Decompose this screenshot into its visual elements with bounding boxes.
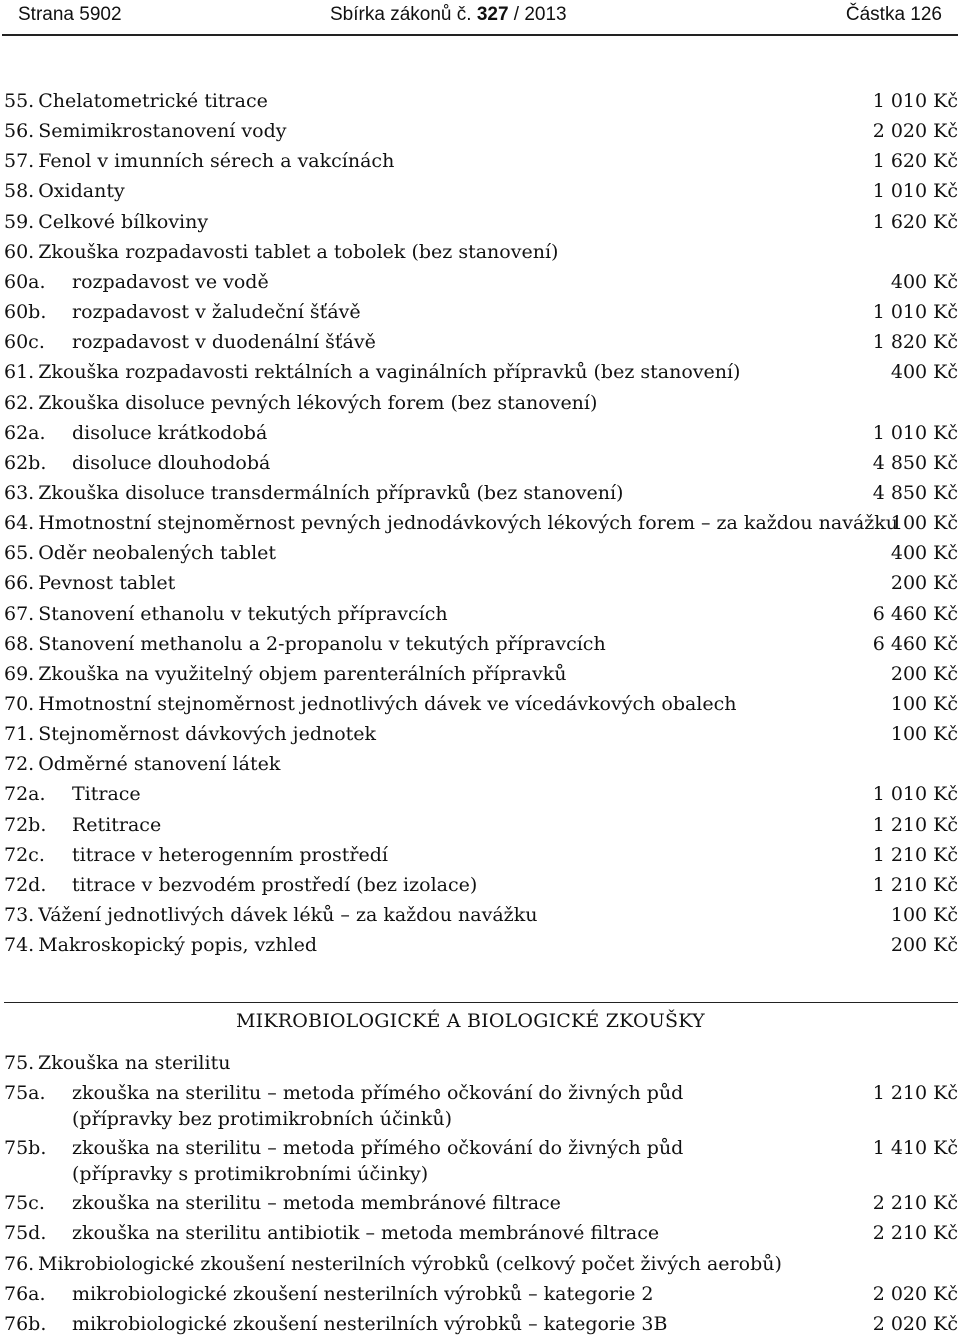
item-price: 1 620 Kč: [872, 150, 958, 173]
item-text: [4, 327, 376, 357]
list-item: [4, 1280, 958, 1310]
item-label: Celkové bílkoviny: [38, 210, 209, 233]
section-divider: [4, 1002, 958, 1003]
item-number: 59.: [4, 210, 35, 233]
item-number: 58.: [4, 180, 35, 203]
item-text: [72, 1280, 653, 1308]
item-price: 1 010 Kč: [872, 90, 958, 112]
item-text: [4, 357, 740, 387]
item-number: 64.: [4, 512, 35, 535]
item-text: [4, 116, 287, 146]
item-label: Zkouška rozpadavosti rektálních a vaginálních přípravků (bez stanovení): [38, 361, 741, 384]
item-number: 71.: [4, 723, 35, 746]
collection-title: [330, 4, 567, 26]
list-item: [4, 176, 958, 206]
item-label: Makroskopický popis, vzhled: [38, 934, 318, 957]
item-text: [4, 629, 606, 659]
item-price: 200 Kč: [890, 662, 958, 685]
item-price: 100 Kč: [890, 723, 958, 746]
item-label: Hmotnostní stejnoměrnost jednotlivých dávek ve vícedávkových obalech: [38, 693, 737, 715]
item-label: zkouška na sterilitu antibiotik – metoda membránové filtrace: [72, 1222, 660, 1245]
item-price: 6 460 Kč: [872, 602, 958, 625]
item-label: mikrobiologické zkoušení nesterilních výrobků – kategorie 2: [72, 1282, 654, 1305]
item-label-continuation: (přípravky bez protimikrobních účinků): [72, 1108, 453, 1131]
item-label: zkouška na sterilitu – metoda přímého očkování do živných půd: [72, 1082, 684, 1105]
item-label: Retitrace: [72, 813, 162, 836]
list-item: [4, 207, 958, 237]
item-number: 62.: [4, 391, 35, 414]
item-text: [4, 779, 141, 809]
list-item: [4, 297, 958, 327]
item-label-continuation: (přípravky s protimikrobními účinky): [72, 1163, 429, 1186]
item-text: [38, 1049, 230, 1077]
item-price: 1 620 Kč: [872, 210, 958, 233]
item-text: [4, 237, 558, 267]
item-price: 1 820 Kč: [872, 331, 958, 354]
item-number: 61.: [4, 361, 35, 384]
list-item: [4, 1189, 958, 1219]
item-price: 6 460 Kč: [872, 632, 958, 655]
item-label: rozpadavost ve vodě: [72, 270, 269, 293]
item-label: Pevnost tablet: [38, 572, 176, 595]
item-price: 400 Kč: [890, 270, 958, 293]
item-price: 100 Kč: [890, 512, 958, 535]
item-label: Oděr neobalených tablet: [38, 542, 277, 565]
item-number: 65.: [4, 542, 35, 565]
item-label: titrace v bezvodém prostředí (bez izolace): [72, 873, 478, 896]
item-number: 57.: [4, 150, 35, 173]
item-number: 60a.: [4, 270, 46, 293]
list-item: [4, 689, 958, 719]
item-number: 75d.: [4, 1222, 47, 1245]
list-item: [4, 538, 958, 568]
item-label: Stanovení ethanolu v tekutých přípravcích: [38, 602, 448, 625]
list-item: [4, 659, 958, 689]
item-price: 1 010 Kč: [872, 783, 958, 806]
item-number: 72b.: [4, 813, 47, 836]
item-price: 1 210 Kč: [872, 873, 958, 896]
item-label: Mikrobiologické zkoušení nesterilních výrobků (celkový počet živých aerobů): [38, 1252, 782, 1275]
list-item: [4, 1049, 958, 1079]
item-text: [4, 568, 175, 598]
list-item: [4, 568, 958, 598]
list-item: [4, 749, 958, 779]
item-text: [4, 297, 361, 327]
item-label: Fenol v imunních sérech a vakcínách: [38, 150, 395, 173]
list-item: [4, 116, 958, 146]
item-number: 56.: [4, 120, 35, 143]
item-label: Zkouška disoluce transdermálních přípravků (bez stanovení): [38, 481, 624, 504]
item-label: mikrobiologické zkoušení nesterilních výrobků – kategorie 3B: [72, 1313, 668, 1335]
item-number: 75b.: [4, 1137, 47, 1160]
item-text: [4, 599, 448, 629]
item-text: [4, 870, 477, 900]
list-item: [4, 146, 958, 176]
list-item: [4, 1079, 958, 1133]
item-price: 200 Kč: [890, 934, 958, 957]
list-item: [4, 779, 958, 809]
collection-prefix: Sbírka zákonů č.: [330, 4, 472, 25]
list-item: [4, 810, 958, 840]
item-number: 60c.: [4, 331, 45, 354]
list-item: [4, 840, 958, 870]
list-item: [4, 448, 958, 478]
list-item: [4, 267, 958, 297]
item-text: [4, 86, 268, 116]
item-price: 1 010 Kč: [872, 421, 958, 444]
item-number: 76a.: [4, 1282, 46, 1305]
item-price: 2 210 Kč: [872, 1192, 958, 1215]
item-price: 400 Kč: [890, 542, 958, 565]
item-number: 75.: [4, 1052, 35, 1074]
item-price: 2 020 Kč: [872, 1313, 958, 1335]
item-number: 60.: [4, 240, 35, 263]
list-item: [4, 870, 958, 900]
item-price: 2 020 Kč: [872, 1282, 958, 1305]
item-label: Zkouška rozpadavosti tablet a tobolek (bez stanovení): [38, 240, 559, 263]
item-number: 72a.: [4, 783, 46, 806]
item-number: 69.: [4, 662, 35, 685]
item-price: 400 Kč: [890, 361, 958, 384]
list-item: [4, 327, 958, 357]
item-price: 100 Kč: [890, 904, 958, 927]
item-price: 1 210 Kč: [872, 1082, 958, 1105]
item-label: Stanovení methanolu a 2-propanolu v tekutých přípravcích: [38, 632, 606, 655]
item-price: 1 410 Kč: [872, 1137, 958, 1160]
item-text: [38, 1250, 782, 1278]
list-item: [4, 599, 958, 629]
item-price: 1 210 Kč: [872, 843, 958, 866]
item-label: Odměrné stanovení látek: [38, 753, 281, 776]
item-price: 1 010 Kč: [872, 180, 958, 203]
section-title: MIKROBIOLOGICKÉ A BIOLOGICKÉ ZKOUŠKY: [236, 1010, 705, 1032]
item-label: Zkouška na využitelný objem parenterálních přípravků: [38, 662, 567, 685]
item-number: 75c.: [4, 1192, 45, 1215]
item-price: 1 210 Kč: [872, 813, 958, 836]
item-label: Semimikrostanovení vody: [38, 120, 287, 143]
item-text: [4, 538, 276, 568]
list-item: [4, 1310, 958, 1340]
item-number: 76.: [4, 1252, 35, 1275]
item-text: [4, 840, 388, 870]
item-text: [4, 508, 898, 538]
item-text: [4, 900, 537, 930]
list-item: [4, 237, 958, 267]
item-number: 60b.: [4, 301, 47, 324]
item-label: Vážení jednotlivých dávek léků – za každou navážku: [38, 904, 538, 927]
item-number: 70.: [4, 693, 35, 715]
item-text: [4, 207, 208, 237]
item-number: 55.: [4, 90, 35, 112]
item-number: 74.: [4, 934, 35, 957]
list-item: [4, 930, 958, 960]
item-number: 72c.: [4, 843, 45, 866]
list-item: [4, 508, 958, 538]
item-number: 68.: [4, 632, 35, 655]
item-text: [4, 418, 267, 448]
item-text: [72, 1134, 683, 1186]
item-number: 66.: [4, 572, 35, 595]
item-price: 200 Kč: [890, 572, 958, 595]
item-label: rozpadavost v duodenální šťávě: [72, 331, 376, 354]
page-number: Strana 5902: [18, 4, 122, 25]
item-label: Stejnoměrnost dávkových jednotek: [38, 723, 377, 746]
item-text: [72, 1079, 683, 1131]
collection-year: / 2013: [513, 4, 567, 25]
list-item: [4, 418, 958, 448]
item-text: [4, 930, 317, 960]
item-label: rozpadavost v žaludeční šťávě: [72, 301, 361, 324]
item-number: 63.: [4, 481, 35, 504]
item-text: [4, 388, 597, 418]
item-text: [4, 749, 280, 779]
item-price: 2 020 Kč: [872, 120, 958, 143]
item-number: 62a.: [4, 421, 46, 444]
page-header: [0, 0, 960, 34]
item-price: 1 010 Kč: [872, 301, 958, 324]
item-price: 4 850 Kč: [872, 451, 958, 474]
item-text: [72, 1219, 659, 1247]
item-text: [4, 478, 623, 508]
list-item: [4, 478, 958, 508]
item-number: 72.: [4, 753, 35, 776]
item-number: 62b.: [4, 451, 47, 474]
collection-number: 327: [476, 4, 509, 25]
item-text: [4, 719, 376, 749]
item-label: zkouška na sterilitu – metoda membránové filtrace: [72, 1192, 561, 1215]
issue-number: Částka 126: [845, 4, 942, 25]
item-number: 73.: [4, 904, 35, 927]
item-label: Chelatometrické titrace: [38, 90, 268, 112]
item-number: 72d.: [4, 873, 47, 896]
item-text: [4, 146, 394, 176]
item-label: disoluce krátkodobá: [72, 421, 268, 444]
list-item: [4, 719, 958, 749]
item-label: Zkouška na sterilitu: [38, 1052, 231, 1074]
list-item: [4, 629, 958, 659]
item-price: 100 Kč: [890, 693, 958, 715]
list-item: [4, 388, 958, 418]
list-item: [4, 86, 958, 116]
list-item: [4, 357, 958, 387]
item-text: [4, 267, 269, 297]
list-item: [4, 1134, 958, 1188]
item-text: [72, 1189, 561, 1217]
item-text: [72, 1310, 667, 1338]
item-label: zkouška na sterilitu – metoda přímého očkování do živných půd: [72, 1137, 684, 1160]
list-item: [4, 900, 958, 930]
item-label: Titrace: [72, 783, 141, 806]
header-divider: [2, 34, 958, 36]
item-number: 75a.: [4, 1082, 46, 1105]
item-text: [4, 448, 270, 478]
item-number: 67.: [4, 602, 35, 625]
item-number: 76b.: [4, 1313, 47, 1335]
item-price: 4 850 Kč: [872, 481, 958, 504]
item-label: Oxidanty: [38, 180, 125, 203]
item-text: [4, 659, 566, 689]
item-label: titrace v heterogenním prostředí: [72, 843, 388, 866]
list-item: [4, 1219, 958, 1249]
item-text: [4, 176, 125, 206]
item-label: Zkouška disoluce pevných lékových forem (bez stanovení): [38, 391, 598, 414]
item-text: [4, 810, 161, 840]
item-price: 2 210 Kč: [872, 1222, 958, 1245]
list-item: [4, 1250, 958, 1280]
item-label: Hmotnostní stejnoměrnost pevných jednodávkových lékových forem – za každou navážku: [38, 512, 899, 535]
item-label: disoluce dlouhodobá: [72, 451, 271, 474]
item-text: [4, 689, 737, 719]
